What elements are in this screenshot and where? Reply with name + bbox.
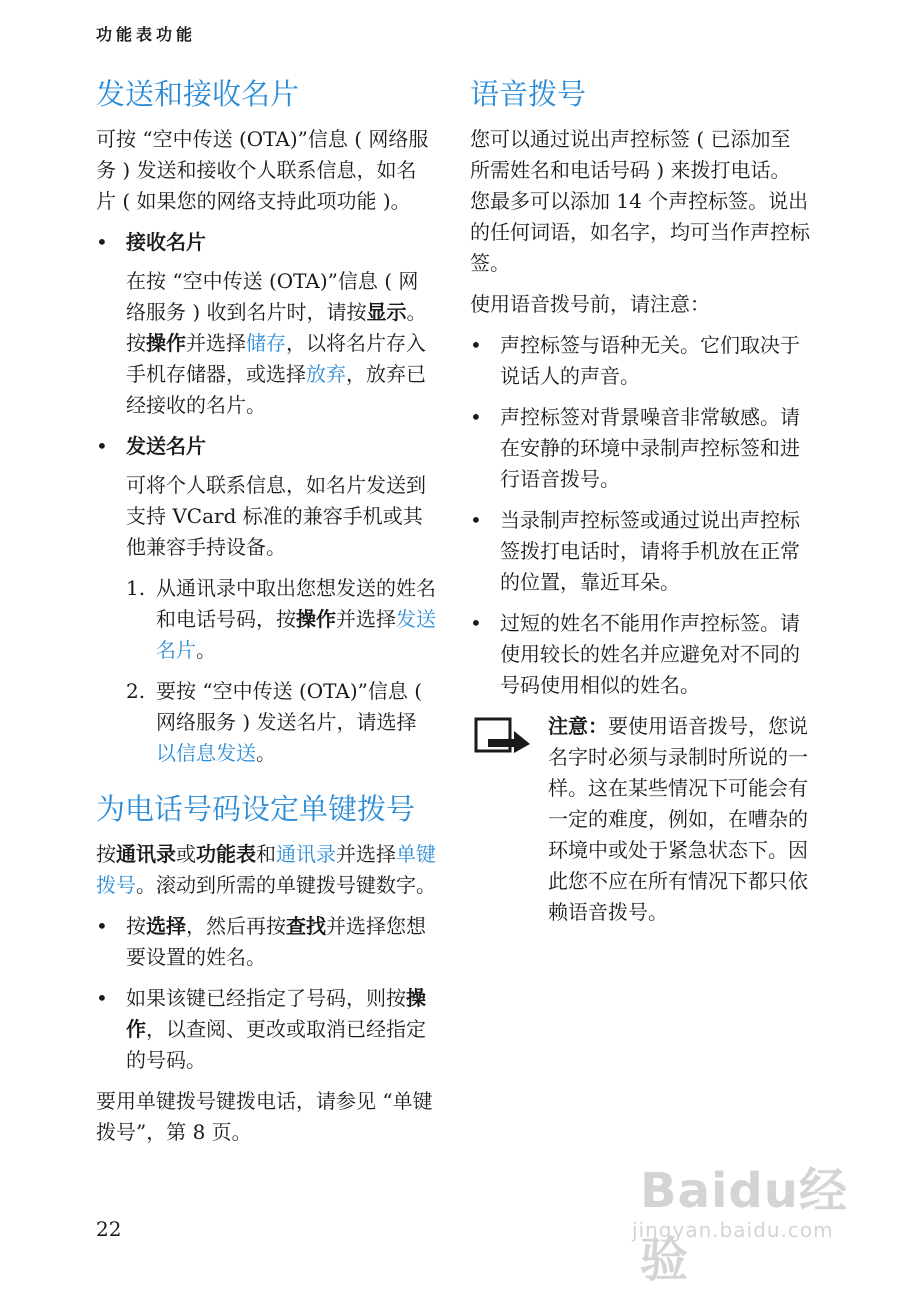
speed-dial-outro: 要用单键拨号键拨电话，请参见 “单键拨号”，第 8 页。 [96,1089,433,1144]
section-title-voice-dialing: 语音拨号 [470,77,587,111]
voice-dialing-intro: 您可以通过说出声控标签 ( 已添加至所需姓名和电话号码 ) 来拨打电话。您最多可以添加 14 个声控标签。说出的任何词语，如名字，均可当作声控标签。 [470,127,810,275]
business-cards-intro: 可按 “空中传送 (OTA)”信息 ( 网络服务 ) 发送和接收个人联系信息，如名片 ( 如果您的网络支持此项功能 )。 [96,127,429,213]
send-card-item [96,431,436,769]
bullet-icon: • [470,508,482,532]
right-column [470,72,810,938]
page-number: 22 [96,1217,122,1241]
key-select: 选择 [146,914,186,938]
watermark-logo: Baidu经验 [640,1163,848,1288]
voice-bullet-4 [470,608,810,701]
note-hand-icon [474,717,532,755]
key-options: 操作 [126,986,426,1041]
option-speed-dial: 单键拨号 [96,842,436,897]
option-contacts: 通讯录 [276,842,336,866]
step-number: 2. [126,679,146,703]
option-discard: 放弃 [306,362,346,386]
send-card-body: 可将个人联系信息，如名片发送到支持 VCard 标准的兼容手机或其他兼容手持设备。 [126,473,426,559]
bullet-icon: • [470,405,482,429]
speed-dial-bullet-2 [96,983,436,1076]
speed-dial-bullet-1 [96,911,436,973]
key-options: 操作 [146,331,186,355]
step-number: 1. [126,576,146,600]
voice-bullet-1 [470,330,810,392]
step-2 [126,676,436,769]
bullet-icon: • [96,986,108,1010]
section-title-speed-dial: 为电话号码设定单键拨号 [96,792,416,826]
option-save: 储存 [246,331,286,355]
voice-bullet-3 [470,505,810,598]
option-send-via-message: 以信息发送 [156,741,256,765]
send-card-title: 发送名片 [126,434,206,458]
key-find: 查找 [286,914,326,938]
bullet-icon: • [470,611,482,635]
receive-card-body: 在按 “空中传送 (OTA)”信息 ( 网络服务 ) 收到名片时，请按显示。按操作并选择储存，以将名片存入手机存储器，或选择放弃，放弃已经接收的名片。 [126,269,427,417]
watermark-url: jingyan.baidu.com [632,1218,834,1242]
speed-dial-intro: 按通讯录或功能表和通讯录并选择单键拨号。滚动到所需的单键拨号键数字。 [96,842,436,897]
voice-bullet-text: 声控标签对背景噪音非常敏感。请在安静的环境中录制声控标签和进行语音拨号。 [500,405,800,491]
key-show: 显示 [366,300,407,324]
speed-dial-bullet-2-text: 如果该键已经指定了号码，则按操作，以查阅、更改或取消已经指定的号码。 [126,986,426,1072]
voice-dialing-lead: 使用语音拨号前，请注意： [470,292,710,316]
bullet-icon: • [470,333,482,357]
receive-card-item [96,227,436,421]
key-menu: 功能表 [196,842,256,866]
note-text: 注意：要使用语音拨号，您说名字时必须与录制时所说的一样。这在某些情况下可能会有一定的难度，例如，在嘈杂的环境中或处于紧急状态下。因此您不应在所有情况下都只依赖语音拨号。 [548,714,808,924]
voice-bullet-text: 当录制声控标签或通过说出声控标签拨打电话时，请将手机放在正常的位置，靠近耳朵。 [500,508,800,594]
key-options: 操作 [296,607,336,631]
bullet-icon: • [96,230,108,254]
step-2-text: 要按 “空中传送 (OTA)”信息 ( 网络服务 ) 发送名片，请选择以信息发送。 [156,679,423,765]
bullet-icon: • [96,914,108,938]
option-send-card: 发送名片 [156,607,436,662]
step-1 [126,573,436,666]
speed-dial-bullet-1-text: 按选择，然后再按查找并选择您想要设置的姓名。 [126,914,426,969]
voice-bullet-2 [470,402,810,495]
voice-bullet-text: 过短的姓名不能用作声控标签。请使用较长的姓名并应避免对不同的号码使用相似的姓名。 [500,611,800,697]
key-contacts: 通讯录 [116,842,176,866]
running-header: 功能表功能 [96,25,197,44]
step-1-text: 从通讯录中取出您想发送的姓名和电话号码，按操作并选择发送名片。 [156,576,436,662]
note-label: 注意： [548,714,608,738]
section-title-business-cards: 发送和接收名片 [96,77,300,111]
receive-card-title: 接收名片 [126,230,206,254]
bullet-icon: • [96,434,108,458]
left-column [96,72,436,1158]
baidu-watermark [632,1140,872,1288]
voice-bullet-text: 声控标签与语种无关。它们取决于说话人的声音。 [500,333,800,388]
note-block [470,711,810,928]
